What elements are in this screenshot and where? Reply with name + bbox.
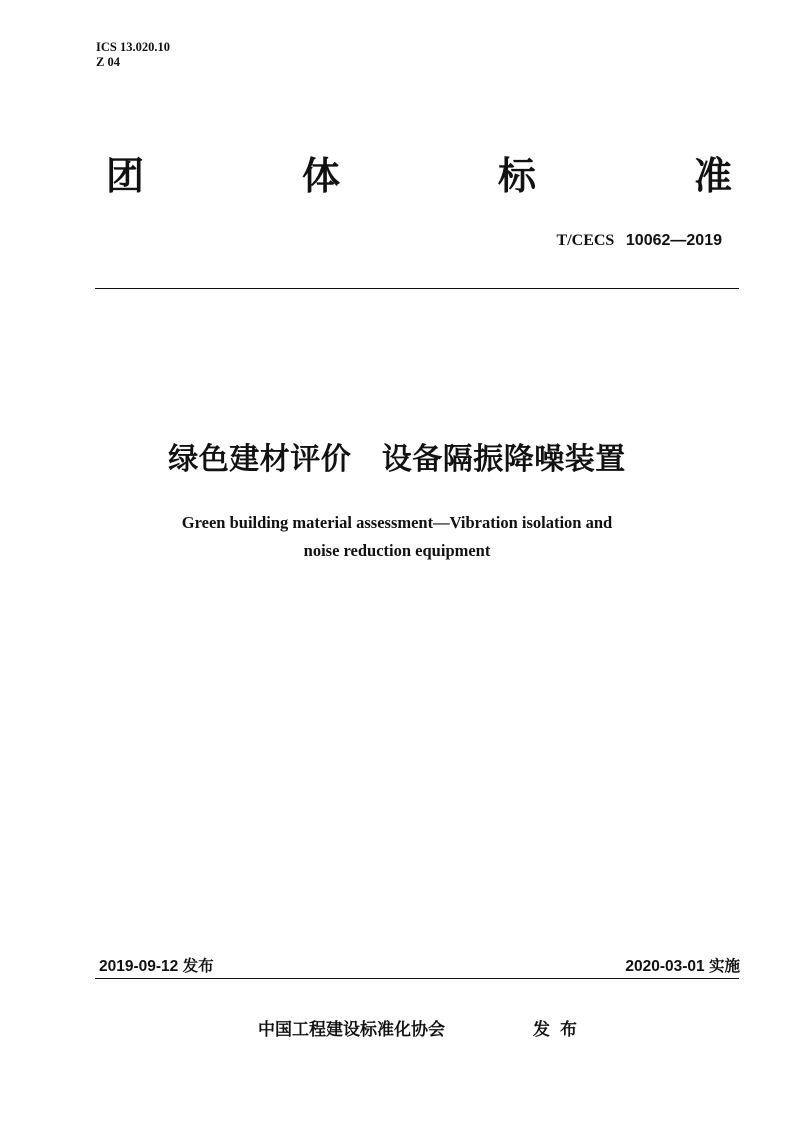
issue-date <box>99 956 214 977</box>
publisher-label: 发布 <box>533 1020 587 1040</box>
standard-number <box>557 230 722 251</box>
issue-date-label: 发布 <box>182 957 214 975</box>
standard-type-char: 团 <box>106 154 145 198</box>
standard-number-prefix: T/CECS <box>556 232 615 249</box>
implementation-date-value: 2020-03-01 <box>625 958 705 975</box>
publisher-name: 中国工程建设标准化协会 <box>258 1020 445 1040</box>
ics-code: ICS 13.020.10 <box>96 40 170 54</box>
title-english-line2: noise reduction equipment <box>303 541 491 560</box>
standard-type-heading <box>106 152 732 200</box>
footer-divider <box>95 978 739 979</box>
issue-date-value: 2019-09-12 <box>99 958 179 975</box>
implementation-date <box>625 956 740 977</box>
standard-type-char: 准 <box>693 154 732 198</box>
standard-type-char: 体 <box>301 154 340 198</box>
implementation-date-label: 实施 <box>708 957 740 975</box>
header-divider <box>95 288 739 289</box>
title-english-line1: Green building material assessment—Vibration isolation and <box>181 513 613 532</box>
standard-type-char: 标 <box>497 154 536 198</box>
standard-number-code: 10062—2019 <box>625 232 722 249</box>
classification-codes <box>96 40 170 70</box>
title-chinese: 绿色建材评价 设备隔振降噪装置 <box>168 442 626 477</box>
title-english <box>150 509 644 565</box>
ccs-code: Z 04 <box>96 55 120 69</box>
